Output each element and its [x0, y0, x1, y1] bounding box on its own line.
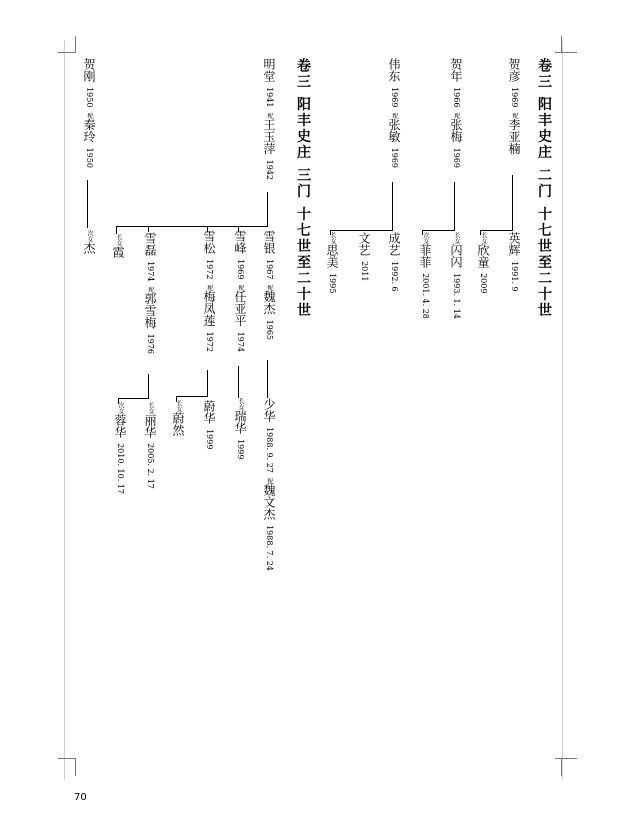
- person-xue-feng: 雪峰 1969 配任亚平 1974: [233, 230, 247, 352]
- connector-line: [176, 396, 208, 397]
- page-frame-right: [562, 40, 563, 780]
- connector-line: [512, 175, 513, 230]
- person-xue-lei: 雪磊 1974 配郭雪梅 1976: [143, 232, 157, 354]
- person-rong-hua: 次女蓉华 2010. 10. 17: [113, 402, 127, 494]
- connector-line: [207, 370, 208, 396]
- person-shan-shan: 长女闪闪 1993. 1. 14: [449, 232, 463, 319]
- person-xue-song: 雪松 1972 配梅凤莲 1972: [202, 230, 216, 352]
- person-ming-tang: 明堂 1941 配王玉萍 1942: [262, 58, 276, 180]
- connector-line: [480, 230, 513, 231]
- connector-line: [330, 230, 393, 231]
- person-ying-hui: 英辉 1991. 9: [507, 232, 521, 292]
- person-xue-yin: 雪银 1967 配魏杰 1965: [262, 230, 276, 340]
- person-he-yan: 贺彦 1969 配李亚楠: [507, 58, 521, 155]
- connector-line: [454, 182, 455, 230]
- person-si-mei: 长女思美 1995: [325, 232, 339, 294]
- person-he-nian: 贺年 1966 配张梅 1969: [449, 58, 463, 168]
- person-wei-dong: 伟东 1969 配张敏 1969: [387, 58, 401, 168]
- section-heading-sanmen: 卷三 阳丰史庄 三门 十七世至二十世: [295, 58, 311, 319]
- connector-line: [267, 360, 268, 398]
- person-jie: 次女杰: [82, 230, 96, 254]
- page-frame-left: [64, 40, 65, 780]
- connector-line: [116, 226, 268, 227]
- person-wen-yi: 文艺 2011: [357, 232, 371, 282]
- connector-line: [118, 398, 149, 399]
- person-li-hua: 长女丽华 2005. 2. 17: [143, 402, 157, 489]
- connector-line: [116, 226, 117, 234]
- person-cheng-yi: 成艺 1992. 6: [387, 232, 401, 292]
- person-xin-tong: 长女欣童 2009: [476, 232, 490, 294]
- connector-line: [267, 192, 268, 226]
- crop-mark: [555, 758, 577, 759]
- connector-line: [87, 180, 88, 228]
- crop-mark: [75, 36, 76, 52]
- person-shao-hua: 少华 1988. 9. 27 配魏文杰 1988. 7. 24: [262, 398, 276, 571]
- person-fei-fei: 次女菲菲 2001. 4. 28: [418, 232, 432, 319]
- crop-mark: [58, 758, 76, 759]
- person-wei-hua: 蔚华 1999: [202, 400, 216, 450]
- crop-mark: [58, 52, 76, 53]
- person-he-gang: 贺刚 1950 配秦玲 1950: [82, 58, 96, 168]
- crop-mark: [561, 36, 562, 52]
- connector-line: [392, 182, 393, 230]
- person-wei-ran: 长女蔚然: [171, 400, 185, 436]
- page-number: 70: [74, 792, 87, 803]
- section-heading-ermen: 卷三 阳丰史庄 二门 十七世至二十世: [536, 58, 552, 319]
- connector-line: [148, 374, 149, 398]
- connector-line: [422, 230, 455, 231]
- person-xia: 长女霞: [111, 234, 125, 258]
- connector-line: [238, 366, 239, 398]
- crop-mark: [75, 758, 76, 776]
- crop-mark: [555, 52, 577, 53]
- crop-mark: [561, 758, 562, 776]
- person-rui-hua: 长女瑞华 1999: [233, 398, 247, 460]
